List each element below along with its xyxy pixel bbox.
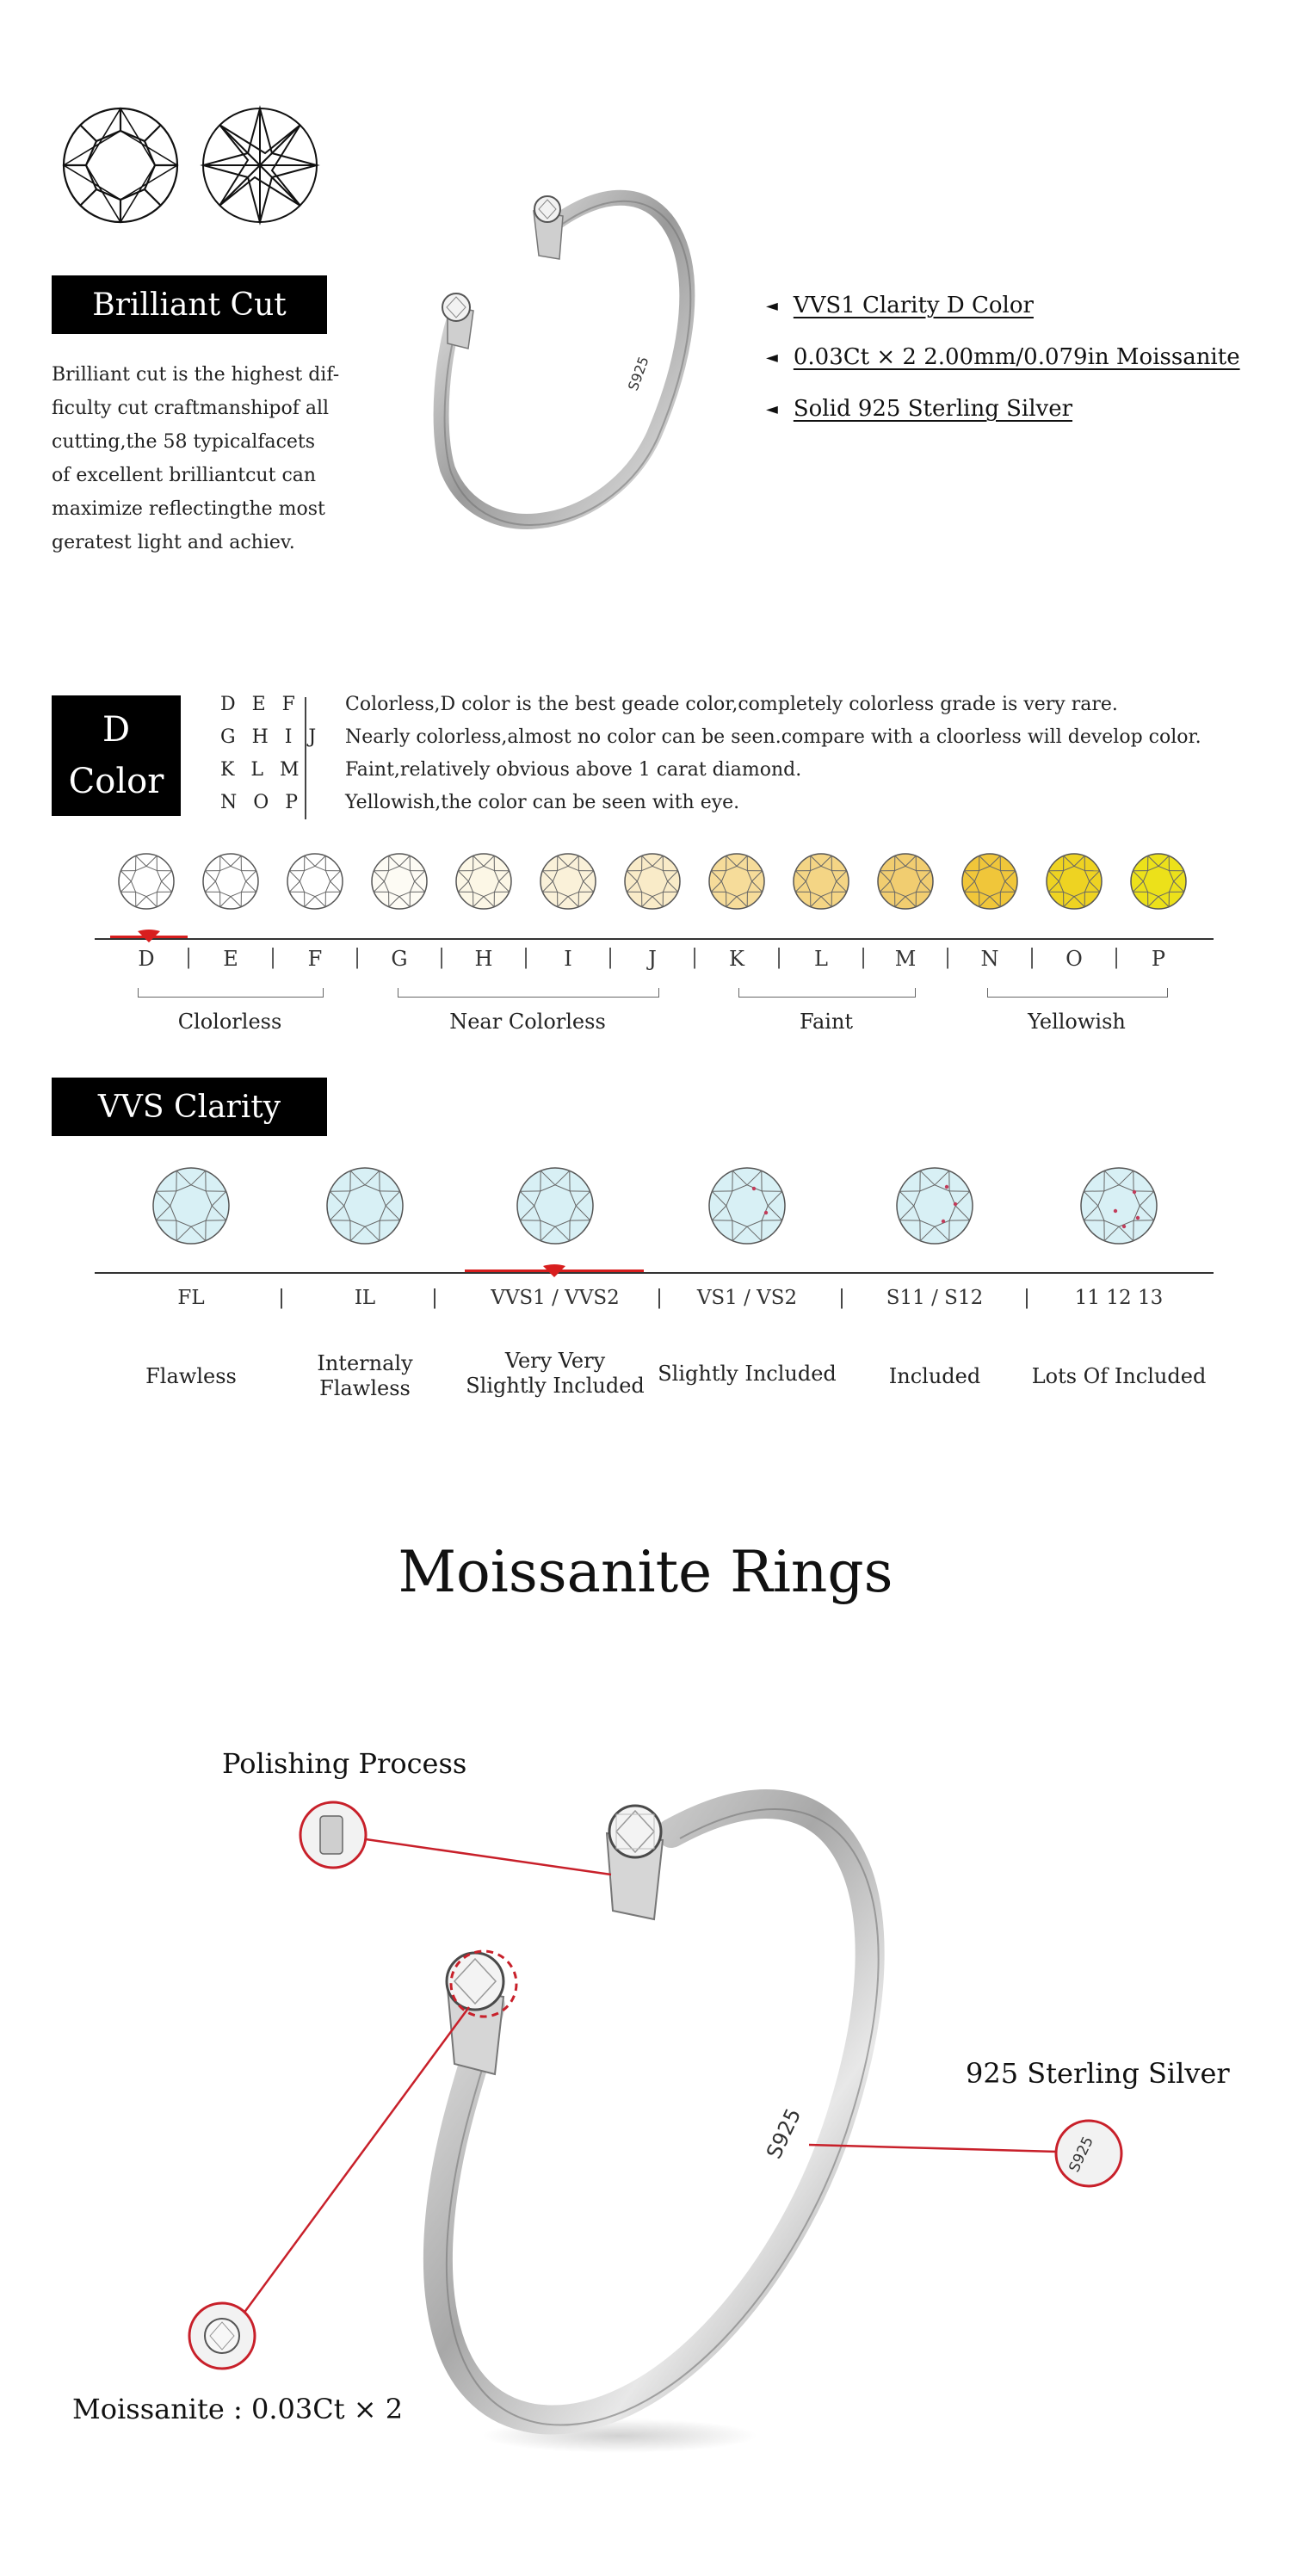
color-scale-separator: | <box>437 945 446 969</box>
clarity-gem <box>707 1166 787 1250</box>
color-scale-letter: P <box>1151 947 1166 971</box>
gem-icon <box>707 1166 787 1245</box>
vvs-clarity-label-text: VVS Clarity <box>97 1089 281 1125</box>
color-scale-separator: | <box>859 945 868 969</box>
clarity-name: Lots Of Included <box>1031 1364 1207 1388</box>
gem-icon <box>961 852 1019 911</box>
color-scale-separator: | <box>1112 945 1121 969</box>
gem-icon <box>539 852 597 911</box>
callout-sterling-silver: 925 Sterling Silver <box>966 2057 1230 2090</box>
gem-icon <box>1079 1166 1158 1245</box>
color-gem <box>117 852 176 915</box>
grade-description: Yellowish,the color can be seen with eye. <box>345 792 740 813</box>
color-scale-letter: M <box>894 947 917 971</box>
color-scale-letter: H <box>474 947 493 971</box>
feature-text[interactable]: Solid 925 Sterling Silver <box>793 396 1073 422</box>
clarity-code: FL <box>177 1287 205 1309</box>
clarity-name: Flawless <box>145 1364 237 1388</box>
color-scale-separator: | <box>522 945 530 969</box>
grade-description: Colorless,D color is the best geade color,completely colorless grade is very rare. <box>345 694 1118 715</box>
clarity-marker-icon <box>542 1263 566 1278</box>
bracket-colorless <box>138 988 324 998</box>
color-gem <box>1045 852 1103 915</box>
color-gem <box>792 852 850 915</box>
color-scale-letter: G <box>391 947 408 971</box>
ring-product-image <box>405 151 732 572</box>
brilliant-cut-top-diagram <box>60 105 181 225</box>
color-scale-letter: J <box>648 947 657 971</box>
color-scale-letter: I <box>564 947 572 971</box>
feature-text[interactable]: 0.03Ct × 2 2.00mm/0.079in Moissanite <box>793 344 1240 370</box>
color-scale-separator: | <box>1028 945 1036 969</box>
group-label-near-colorless: Near Colorless <box>449 1010 606 1034</box>
clarity-gem <box>325 1166 405 1250</box>
clarity-gem <box>151 1166 231 1250</box>
clarity-code: S11 / S12 <box>886 1287 984 1309</box>
clarity-gem <box>1079 1166 1158 1250</box>
grade-description: Faint,relatively obvious above 1 carat diamond. <box>345 759 802 781</box>
vvs-clarity-label <box>52 1078 327 1136</box>
grade-letters: K L M <box>220 759 305 781</box>
ring-stamp-large: S925 <box>762 2104 806 2163</box>
arrow-left-icon: ◄ <box>766 348 778 367</box>
brilliant-cut-bottom-diagram <box>200 105 320 225</box>
clarity-gem <box>516 1166 595 1250</box>
d-color-label-line2: Color <box>68 762 164 801</box>
color-scale-line <box>95 938 1214 940</box>
clarity-separator: | <box>1023 1287 1030 1309</box>
grade-description: Nearly colorless,almost no color can be seen.compare with a cloorless will develop color. <box>345 726 1201 748</box>
color-scale-separator: | <box>353 945 361 969</box>
color-scale-separator: | <box>606 945 615 969</box>
color-scale-letter: D <box>138 947 155 971</box>
color-gem <box>961 852 1019 915</box>
gem-icon <box>792 852 850 911</box>
ring-stamp-small: S925 <box>624 354 652 393</box>
group-label-faint: Faint <box>799 1010 854 1034</box>
color-scale-letter: K <box>729 947 744 971</box>
clarity-scale-line <box>95 1272 1214 1274</box>
gem-icon <box>286 852 344 911</box>
color-gem <box>623 852 682 915</box>
gem-icon <box>454 852 513 911</box>
gem-icon <box>895 1166 974 1245</box>
color-gem <box>201 852 260 915</box>
gem-icon <box>516 1166 595 1245</box>
feature-item <box>766 280 1274 331</box>
bracket-faint <box>738 988 916 998</box>
clarity-code: IL <box>354 1287 376 1309</box>
clarity-separator: | <box>838 1287 845 1309</box>
description-line: geratest light and achiev. <box>52 532 295 553</box>
description-line: maximize reflectingthe most <box>52 498 325 520</box>
clarity-code: VS1 / VS2 <box>696 1287 798 1309</box>
gem-icon <box>325 1166 405 1245</box>
color-gem <box>286 852 344 915</box>
gem-icon <box>876 852 935 911</box>
description-line: of excellent brilliantcut can <box>52 465 317 486</box>
feature-text[interactable]: VVS1 Clarity D Color <box>793 293 1034 318</box>
grade-letters: D E F <box>220 694 300 715</box>
grade-letters: N O P <box>220 792 304 813</box>
description-line: cutting,the 58 typicalfacets <box>52 431 316 453</box>
feature-item <box>766 383 1274 435</box>
arrow-left-icon: ◄ <box>766 296 778 315</box>
color-scale-separator: | <box>943 945 952 969</box>
brilliant-cut-label-text: Brilliant Cut <box>92 287 287 323</box>
gem-icon <box>370 852 429 911</box>
bracket-yellowish <box>987 988 1168 998</box>
moissanite-title: Moissanite Rings <box>398 1539 893 1605</box>
gem-icon <box>151 1166 231 1245</box>
color-scale-letter: F <box>307 947 323 971</box>
gem-icon <box>623 852 682 911</box>
callout-moissanite: Moissanite : 0.03Ct × 2 <box>72 2393 404 2425</box>
color-scale-separator: | <box>775 945 783 969</box>
color-scale-separator: | <box>269 945 277 969</box>
description-line: ficulty cut craftmanshipof all <box>52 398 330 419</box>
gem-icon <box>1045 852 1103 911</box>
feature-list <box>766 280 1274 435</box>
clarity-separator: | <box>656 1287 663 1309</box>
gem-icon <box>707 852 766 911</box>
color-gem <box>454 852 513 915</box>
color-gem <box>539 852 597 915</box>
color-scale-letter: L <box>814 947 828 971</box>
clarity-separator: | <box>431 1287 438 1309</box>
clarity-name: Very Very Slightly Included <box>466 1349 645 1398</box>
clarity-gem <box>895 1166 974 1250</box>
feature-item <box>766 331 1274 383</box>
color-gem <box>370 852 429 915</box>
group-label-colorless: Clolorless <box>177 1010 282 1034</box>
description-line: Brilliant cut is the highest dif- <box>52 364 340 386</box>
brilliant-cut-label <box>52 275 327 334</box>
gem-icon <box>117 852 176 911</box>
color-gem <box>707 852 766 915</box>
callout-polishing-process: Polishing Process <box>222 1747 467 1780</box>
color-scale-separator: | <box>184 945 193 969</box>
color-scale-separator: | <box>690 945 699 969</box>
color-marker-icon <box>137 928 161 943</box>
group-label-yellowish: Yellowish <box>1028 1010 1126 1034</box>
gem-icon <box>201 852 260 911</box>
grade-divider <box>305 697 306 819</box>
large-ring-illustration <box>0 1747 1291 2462</box>
d-color-label-line1: D <box>102 710 131 750</box>
clarity-name: Slightly Included <box>658 1362 837 1386</box>
bracket-near-colorless <box>398 988 659 998</box>
color-gem <box>1129 852 1188 915</box>
d-color-label <box>52 695 181 816</box>
ring-stamp-callout: S925 <box>1066 2134 1097 2176</box>
color-scale-letter: N <box>980 947 999 971</box>
arrow-left-icon: ◄ <box>766 399 778 418</box>
clarity-name: Included <box>888 1364 981 1388</box>
brilliant-cut-description <box>52 358 413 559</box>
clarity-code: VVS1 / VVS2 <box>491 1287 620 1309</box>
grade-letters: G H I J <box>220 726 322 748</box>
clarity-name: Internaly Flawless <box>317 1351 413 1400</box>
color-gem <box>876 852 935 915</box>
color-scale-letter: O <box>1066 947 1083 971</box>
clarity-code: 11 12 13 <box>1074 1287 1164 1309</box>
gem-icon <box>1129 852 1188 911</box>
clarity-separator: | <box>278 1287 285 1309</box>
color-scale-letter: E <box>223 947 238 971</box>
